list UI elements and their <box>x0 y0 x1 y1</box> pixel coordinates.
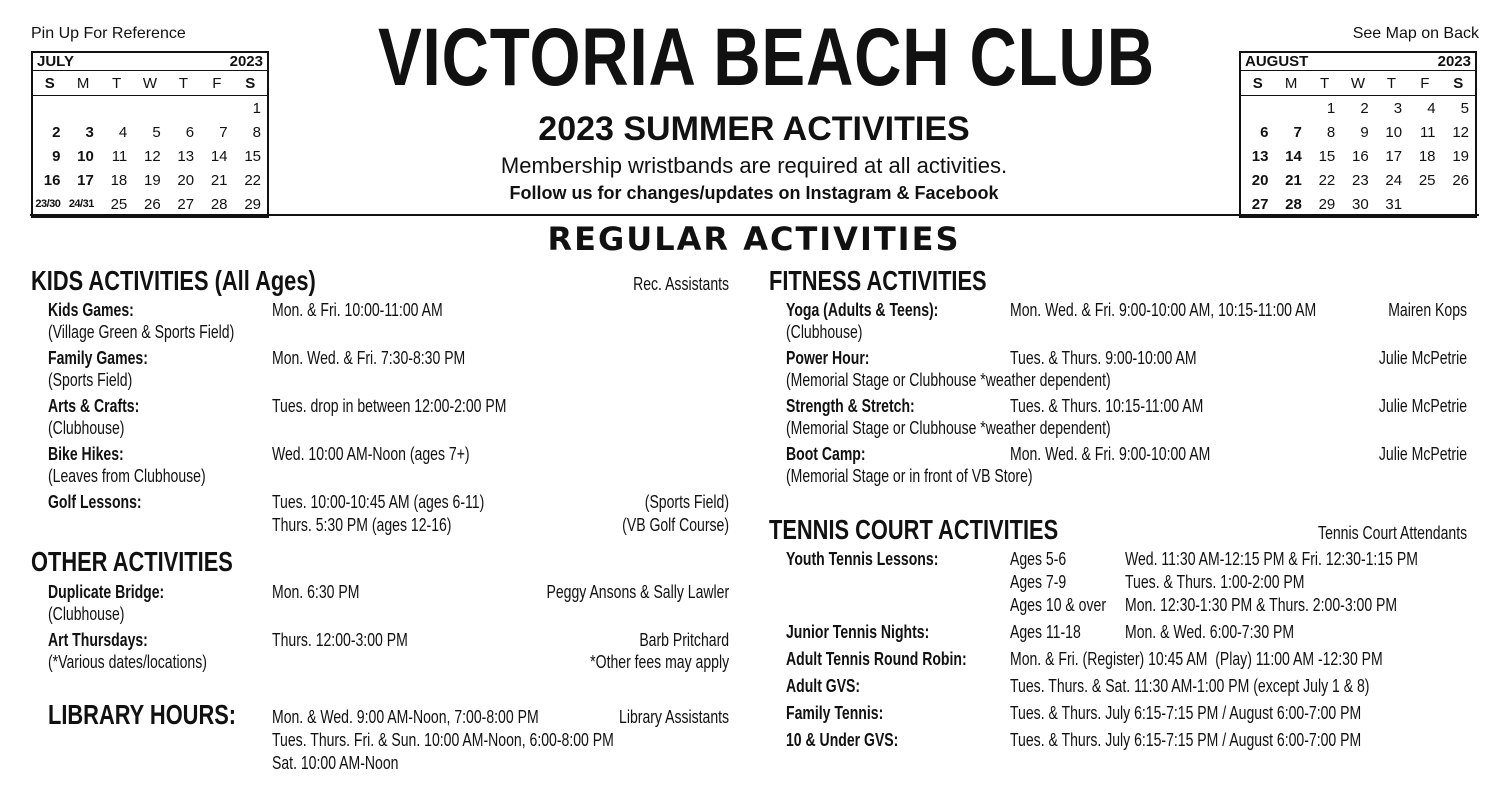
day-cell: 28 <box>1285 195 1302 213</box>
day-cell: 11 <box>1419 123 1436 141</box>
day-cell: 5 <box>1460 99 1469 117</box>
calendar-grid <box>33 71 267 216</box>
weekday: T <box>1386 74 1396 92</box>
day-cell: 8 <box>252 123 261 141</box>
day-cell: 2 <box>52 123 61 141</box>
activity-time: Mon. 6:30 PM <box>272 582 360 602</box>
day-cell: 6 <box>185 123 195 141</box>
day-cell: 28 <box>210 195 228 213</box>
day-cell <box>167 96 200 121</box>
day-cell: 17 <box>77 171 94 189</box>
day-cell <box>100 96 133 121</box>
day-cell: 6 <box>1260 123 1269 141</box>
day-cell: 16 <box>1352 147 1369 165</box>
kids-section-title: KIDS ACTIVITIES (All Ages) <box>31 265 316 296</box>
activity-location: (Sports Field) <box>644 492 729 512</box>
weekday: S <box>44 74 55 92</box>
day-cell: 1 <box>252 99 261 117</box>
calendar-grid <box>1241 71 1475 216</box>
day-cell: 19 <box>1452 147 1469 165</box>
activity-note: *Other fees may apply <box>590 652 729 672</box>
day-cell <box>1274 96 1307 121</box>
day-cell <box>1408 192 1441 216</box>
activity-time: Tues. & Thurs. July 6:15-7:15 PM / August 6:00-7:00 PM <box>1010 703 1362 723</box>
activity-name: Adult GVS: <box>786 676 861 696</box>
day-cell <box>66 96 99 121</box>
day-cell: 5 <box>152 123 161 141</box>
activity-time: Wed. 11:30 AM-12:15 PM & Fri. 12:30-1:15 PM <box>1125 549 1418 569</box>
activity-location: (Clubhouse) <box>786 322 863 342</box>
see-map-note: See Map on Back <box>1352 25 1479 42</box>
day-cell: 4 <box>118 123 128 141</box>
activity-name: Arts & Crafts: <box>48 396 140 416</box>
page-title: VICTORIA BEACH CLUB <box>378 12 1155 103</box>
other-section-title: OTHER ACTIVITIES <box>31 546 233 577</box>
activity-name: 10 & Under GVS: <box>786 730 899 750</box>
day-cell: 3 <box>85 123 94 141</box>
weekday: S <box>1252 74 1263 92</box>
day-cell: 29 <box>1318 195 1336 213</box>
activity-location: (Memorial Stage or Clubhouse *weather dependent) <box>786 370 1111 390</box>
divider <box>30 214 1479 216</box>
library-hours-line: Mon. & Wed. 9:00 AM-Noon, 7:00-8:00 PM <box>272 707 539 727</box>
wristband-notice: Membership wristbands are required at all activities. <box>500 153 1008 178</box>
day-cell: 30 <box>1352 195 1369 213</box>
day-cell: 15 <box>1318 147 1336 165</box>
day-cell: 8 <box>1326 123 1336 141</box>
calendar-july <box>31 51 269 218</box>
calendar-month: JULY <box>37 53 74 70</box>
day-cell: 15 <box>244 147 261 165</box>
day-cell: 21 <box>1285 171 1302 189</box>
activity-time: Thurs. 12:00-3:00 PM <box>272 630 408 650</box>
day-cell: 12 <box>144 147 161 165</box>
day-cell: 7 <box>1293 123 1302 141</box>
day-cell: 25 <box>1418 171 1436 189</box>
weekday: T <box>1319 74 1330 92</box>
activity-time: Mon. & Fri. (Register) 10:45 AM (Play) 11:00 AM -12:30 PM <box>1010 649 1383 669</box>
day-cell: 18 <box>1418 147 1436 165</box>
activity-name: Duplicate Bridge: <box>48 582 165 602</box>
activity-location: (Memorial Stage or in front of VB Store) <box>786 466 1033 486</box>
day-cell: 10 <box>1385 123 1403 141</box>
age-group: Ages 7-9 <box>1010 572 1067 592</box>
day-cell: 20 <box>1251 171 1269 189</box>
day-cell: 1 <box>1326 99 1336 117</box>
day-cell: 14 <box>1285 147 1302 165</box>
fitness-section-title: FITNESS ACTIVITIES <box>769 265 987 296</box>
day-cell: 19 <box>144 171 161 189</box>
day-cell: 29 <box>244 195 261 213</box>
day-cell: 27 <box>1251 195 1269 213</box>
activity-name: Boot Camp: <box>786 444 866 464</box>
activity-location: (VB Golf Course) <box>622 515 729 535</box>
day-cell: 22 <box>1318 171 1336 189</box>
follow-notice: Follow us for changes/updates on Instagram & Facebook <box>509 183 999 203</box>
day-cell: 31 <box>1385 195 1403 213</box>
day-cell <box>200 96 233 121</box>
day-cell: 26 <box>144 195 161 213</box>
activity-time: Tues. & Thurs. 10:15-11:00 AM <box>1010 396 1204 416</box>
day-cell: 24/31 <box>68 198 94 210</box>
activity-staff: Peggy Ansons & Sally Lawler <box>546 582 729 602</box>
day-cell: 20 <box>177 171 195 189</box>
day-cell: 25 <box>110 195 128 213</box>
day-cell: 3 <box>1393 99 1403 117</box>
day-cell: 9 <box>52 147 61 165</box>
day-cell: 24 <box>1385 171 1403 189</box>
day-cell: 27 <box>177 195 195 213</box>
day-cell: 12 <box>1452 123 1469 141</box>
activity-staff: Barb Pritchard <box>639 630 729 650</box>
activity-time: Tues. & Thurs. July 6:15-7:15 PM / August 6:00-7:00 PM <box>1010 730 1362 750</box>
library-hours-line: Sat. 10:00 AM-Noon <box>272 753 399 773</box>
activity-time: Mon. Wed. & Fri. 9:00-10:00 AM <box>1010 444 1211 464</box>
day-cell: 23 <box>1352 171 1369 189</box>
day-cell: 18 <box>110 171 128 189</box>
pin-up-note: Pin Up For Reference <box>31 25 186 42</box>
weekday: M <box>1284 74 1298 92</box>
activity-time: Tues. & Thurs. 9:00-10:00 AM <box>1010 348 1197 368</box>
activity-name: Youth Tennis Lessons: <box>786 549 939 569</box>
activity-location: (Clubhouse) <box>48 418 125 438</box>
calendar-year: 2023 <box>1437 53 1471 70</box>
activity-location: (Leaves from Clubhouse) <box>48 466 206 486</box>
activity-name: Yoga (Adults & Teens): <box>786 300 939 320</box>
day-cell <box>133 96 166 121</box>
day-cell: 13 <box>1251 147 1269 165</box>
calendar-year: 2023 <box>229 53 263 70</box>
weekday: W <box>1350 74 1366 92</box>
page-subtitle: 2023 SUMMER ACTIVITIES <box>538 110 970 148</box>
activity-location: (Clubhouse) <box>48 604 125 624</box>
day-cell: 9 <box>1360 123 1369 141</box>
weekday: S <box>1453 74 1464 92</box>
day-cell: 11 <box>111 147 128 165</box>
tennis-section-title: TENNIS COURT ACTIVITIES <box>769 514 1059 545</box>
library-section-title: LIBRARY HOURS: <box>48 699 237 730</box>
age-group: Ages 11-18 <box>1010 622 1081 642</box>
activity-staff: Julie McPetrie <box>1378 348 1467 368</box>
weekday: F <box>212 74 222 92</box>
activity-location: (*Various dates/locations) <box>48 652 207 672</box>
activity-staff: Julie McPetrie <box>1378 396 1467 416</box>
day-cell <box>1241 96 1274 121</box>
activity-time: Mon. Wed. & Fri. 7:30-8:30 PM <box>272 348 466 368</box>
day-cell: 23/30 <box>35 198 61 210</box>
activity-name: Kids Games: <box>48 300 134 320</box>
activity-time: Wed. 10:00 AM-Noon (ages 7+) <box>272 444 470 464</box>
weekday: W <box>142 74 158 92</box>
weekday: F <box>1420 74 1430 92</box>
activity-time: Mon. & Fri. 10:00-11:00 AM <box>272 300 443 320</box>
activity-time: Mon. 12:30-1:30 PM & Thurs. 2:00-3:00 PM <box>1125 595 1398 615</box>
activity-location: (Village Green & Sports Field) <box>48 322 235 342</box>
calendar-month: AUGUST <box>1245 53 1309 70</box>
activity-name: Strength & Stretch: <box>786 396 915 416</box>
activity-name: Junior Tennis Nights: <box>786 622 930 642</box>
activity-time: Tues. 10:00-10:45 AM (ages 6-11) <box>272 492 485 512</box>
day-cell: 14 <box>210 147 228 165</box>
age-group: Ages 10 & over <box>1010 595 1107 615</box>
activity-time: Tues. Thurs. & Sat. 11:30 AM-1:00 PM (except July 1 & 8) <box>1010 676 1370 696</box>
calendar-august <box>1239 51 1477 218</box>
activity-staff: Julie McPetrie <box>1378 444 1467 464</box>
day-cell <box>33 96 66 121</box>
day-cell <box>1442 192 1475 216</box>
activity-name: Power Hour: <box>786 348 870 368</box>
activity-time: Thurs. 5:30 PM (ages 12-16) <box>272 515 452 535</box>
day-cell: 17 <box>1385 147 1403 165</box>
day-cell: 13 <box>177 147 195 165</box>
weekday: T <box>111 74 122 92</box>
day-cell: 21 <box>210 171 228 189</box>
day-cell: 22 <box>244 171 261 189</box>
weekday: M <box>76 74 90 92</box>
activity-name: Golf Lessons: <box>48 492 142 512</box>
library-hours-line: Tues. Thurs. Fri. & Sun. 10:00 AM-Noon, 6:00-8:00 PM <box>272 730 614 750</box>
weekday: S <box>245 74 256 92</box>
day-cell: 7 <box>219 123 228 141</box>
activity-time: Tues. & Thurs. 1:00-2:00 PM <box>1125 572 1305 592</box>
day-cell: 2 <box>1360 99 1369 117</box>
kids-staff: Rec. Assistants <box>633 274 729 294</box>
day-cell: 4 <box>1427 99 1436 117</box>
day-cell: 16 <box>43 171 61 189</box>
activity-location: (Sports Field) <box>48 370 133 390</box>
activity-time: Mon. Wed. & Fri. 9:00-10:00 AM, 10:15-11:00 AM <box>1010 300 1317 320</box>
activity-name: Adult Tennis Round Robin: <box>786 649 967 669</box>
activity-name: Bike Hikes: <box>48 444 124 464</box>
activity-name: Family Games: <box>48 348 148 368</box>
library-staff: Library Assistants <box>618 707 729 727</box>
weekday: T <box>178 74 188 92</box>
activity-time: Mon. & Wed. 6:00-7:30 PM <box>1125 622 1295 642</box>
age-group: Ages 5-6 <box>1010 549 1067 569</box>
day-cell: 26 <box>1452 171 1469 189</box>
activity-location: (Memorial Stage or Clubhouse *weather dependent) <box>786 418 1111 438</box>
activity-time: Tues. drop in between 12:00-2:00 PM <box>272 396 507 416</box>
tennis-staff: Tennis Court Attendants <box>1317 523 1467 543</box>
activity-name: Art Thursdays: <box>48 630 148 650</box>
day-cell: 10 <box>77 147 94 165</box>
activity-name: Family Tennis: <box>786 703 884 723</box>
activity-staff: Mairen Kops <box>1388 300 1467 320</box>
regular-activities-heading: REGULAR ACTIVITIES <box>547 220 961 258</box>
